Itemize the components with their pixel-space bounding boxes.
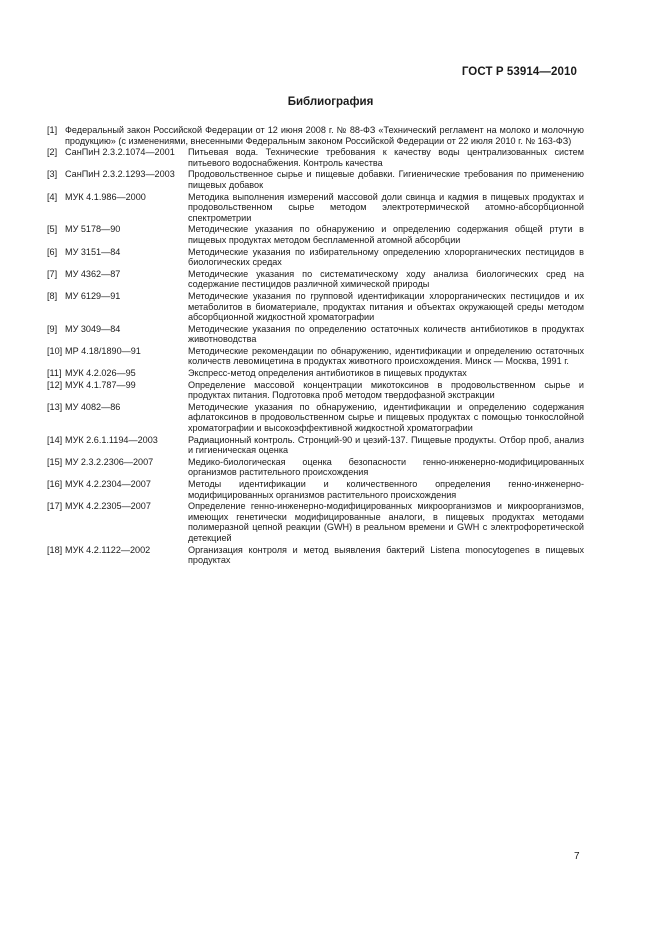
reference-code: МУ 6129—91 xyxy=(65,290,121,301)
page-number: 7 xyxy=(574,851,580,862)
reference-number: [6] xyxy=(47,246,58,257)
reference-number: [17] xyxy=(47,501,63,512)
reference-code: МУК 4.2.2304—2007 xyxy=(65,479,151,489)
reference-item xyxy=(47,380,584,401)
reference-number: [5] xyxy=(47,224,58,235)
reference-code: МУ 4362—87 xyxy=(65,268,121,279)
reference-text: Методы идентификации и количественного определения генно-инженерно-модифицированных организмов растительного происхождения xyxy=(188,479,584,500)
reference-text: Радиационный контроль. Стронций-90 и цезий-137. Пищевые продукты. Отбор проб, анализ и гигиеническая оценка xyxy=(188,434,584,456)
page-title: Библиография xyxy=(287,96,374,108)
reference-number: [12] xyxy=(47,379,63,390)
reference-number: [10] xyxy=(47,345,63,356)
reference-text: Организация контроля и метод выявления бактерий Listena monocytogenes в пищевых продуктах xyxy=(188,544,584,566)
reference-item xyxy=(47,125,584,146)
reference-code: МУ 4082—86 xyxy=(65,401,121,412)
reference-text: Методические указания по групповой идентификации хлорорганических пестицидов и их метаболитов в биоматериале, продуктах питания и объектах окружающей среды методом абсорбционной жидкостной хроматографии xyxy=(188,290,584,323)
reference-text: Федеральный закон Российской Федерации от 12 июня 2008 г. № 88-ФЗ «Технический регламент на молоко и молочную продукцию» (с изменениями, внесенными Федеральным законом Российской Федерации от 22 июля 2010 г. № 163-ФЗ) xyxy=(65,125,584,146)
reference-number: [11] xyxy=(47,368,62,379)
reference-item xyxy=(47,479,584,500)
reference-text: Медико-биологическая оценка безопасности генно-инженерно-модифицированных организмов растительного происхождения xyxy=(188,456,584,478)
reference-number: [9] xyxy=(47,323,58,334)
reference-item xyxy=(47,402,584,434)
reference-item xyxy=(47,224,584,245)
reference-text: Продовольственное сырье и пищевые добавки. Гигиенические требования по применению пищевых добавок xyxy=(188,169,584,190)
reference-number: [14] xyxy=(47,434,63,445)
reference-item xyxy=(47,192,584,224)
reference-number: [15] xyxy=(47,456,63,467)
reference-number: [13] xyxy=(47,401,63,412)
reference-code: МУ 3049—84 xyxy=(65,323,121,334)
reference-item xyxy=(47,368,584,379)
reference-code: МУК 4.2.2305—2007 xyxy=(65,501,151,512)
reference-item xyxy=(47,435,584,456)
reference-code: МУК 4.1.787—99 xyxy=(65,379,136,390)
reference-text: Определение массовой концентрации микотоксинов в продовольственном сырье и продуктах питания. Подготовка проб методом твердофазной экстракции xyxy=(188,379,584,401)
reference-text: Методические рекомендации по обнаружению, идентификации и определению остаточных количеств левомицетина в продуктах животного происхождения. Минск — Москва, 1991 г. xyxy=(188,345,584,367)
reference-code: СанПиН 2.3.2.1293—2003 xyxy=(65,169,175,180)
reference-code: МУК 4.1.986—2000 xyxy=(65,191,146,202)
reference-item xyxy=(47,291,584,323)
reference-item xyxy=(47,247,584,268)
reference-text: Методические указания по избирательному определению хлорорганических пестицидов в биологических средах xyxy=(188,246,584,268)
reference-code: МР 4.18/1890—91 xyxy=(65,345,141,356)
reference-text: Методические указания по обнаружению и определению содержания общей ртути в пищевых продуктах методом беспламенной атомной абсорбции xyxy=(188,224,584,245)
reference-number: [4] xyxy=(47,191,58,202)
reference-number: [8] xyxy=(47,290,58,301)
reference-text: Определение генно-инженерно-модифицированных микроорганизмов и микроорганизмов, имеющих генетически модифицированные аналоги, в пищевых продуктах методами полимеразной цепной реакции (GWH) в реальном времени и GWH с электрофоретической детекцией xyxy=(188,501,584,543)
bibliography-list xyxy=(47,125,584,567)
reference-code: СанПиН 2.3.2.1074—2001 xyxy=(65,147,175,158)
reference-number: [7] xyxy=(47,268,58,279)
reference-text: Экспресс-метод определения антибиотиков в пищевых продуктах xyxy=(188,368,467,379)
reference-text: Методические указания по определению остаточных количеств антибиотиков в продуктах животноводства xyxy=(188,323,584,345)
reference-code: МУ 3151—84 xyxy=(65,246,121,257)
reference-code: МУК 4.2.1122—2002 xyxy=(65,544,151,555)
reference-item xyxy=(47,545,584,566)
reference-text: Методические указания по систематическому ходу анализа биологических сред на содержание пестицидов различной химической природы xyxy=(188,268,584,290)
reference-number: [3] xyxy=(47,169,58,180)
reference-item xyxy=(47,457,584,478)
reference-number: [18] xyxy=(47,544,63,555)
reference-item xyxy=(47,324,584,345)
reference-item xyxy=(47,501,584,543)
reference-code: МУК 4.2.026—95 xyxy=(65,368,136,379)
reference-number: [16] xyxy=(47,479,63,489)
reference-item xyxy=(47,269,584,290)
reference-item xyxy=(47,147,584,168)
reference-item xyxy=(47,346,584,367)
reference-code: МУК 2.6.1.1194—2003 xyxy=(65,434,158,445)
document-header: ГОСТ Р 53914—2010 xyxy=(461,66,577,78)
reference-text: Методические указания по обнаружению, идентификации и определению содержания афлатоксинов в продовольственном сырье и пищевых продуктах с помощью тонкослойной хроматографии и высокоэффективной жидкостной хроматографии xyxy=(188,401,584,434)
reference-text: Питьевая вода. Технические требования к качеству воды централизованных систем питьевого водоснабжения. Контроль качества xyxy=(188,147,584,168)
reference-number: [2] xyxy=(47,147,58,158)
reference-text: Методика выполнения измерений массовой доли свинца и кадмия в пищевых продуктах и продовольственном сырье методом электротермической атомно-абсорбционной спектрометрии xyxy=(188,191,584,223)
reference-item xyxy=(47,169,584,190)
reference-number: [1] xyxy=(47,125,58,135)
reference-code: МУ 5178—90 xyxy=(65,224,121,235)
reference-code: МУ 2.3.2.2306—2007 xyxy=(65,456,154,467)
